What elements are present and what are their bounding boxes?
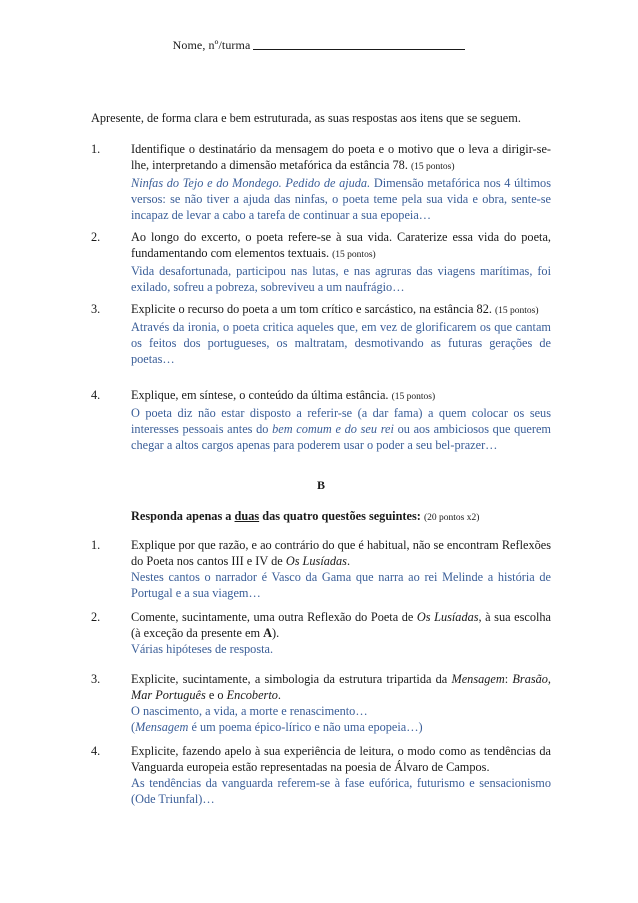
answer-text: Nestes cantos o narrador é Vasco da Gama que narra ao rei Melinde a história de Portugal e a sua viagem…: [131, 570, 551, 600]
question-text: Explicite, fazendo apelo à sua experiência de leitura, o modo como as tendências da Vanguarda europeia estão representadas na poesia de Álvaro de Campos.: [131, 744, 551, 774]
header-label: Nome, nº/turma: [172, 38, 251, 52]
question-a2: [91, 229, 551, 295]
question-a1: [91, 141, 551, 223]
answer-italic: bem comum e do seu rei: [272, 422, 394, 436]
question-italic-3: Encoberto: [226, 688, 278, 702]
question-italic: Os Lusíadas: [416, 610, 479, 624]
answer-text: Através da ironia, o poeta critica aqueles que, em vez de glorificarem os que cantam os feitos dos portugueses, os maltratam, desmotivando as futuras gerações de poetas…: [131, 320, 551, 366]
question-points: (15 pontos): [495, 306, 539, 316]
answer-text: O nascimento, a vida, a morte e renascimento…: [131, 704, 368, 718]
question-number: 1.: [91, 538, 101, 552]
answer-text: [131, 405, 551, 453]
answer-rest: Dimensão metafórica nos 4 últimos versos: se não tiver a ajuda das ninfas, o poeta teme pela sua vida e obra, sente-se incapaz de levar a cabo a tarefa de continuar a sua epopeia…: [131, 176, 551, 222]
answer-text: As tendências da vanguarda referem-se à fase eufórica, futurismo e sensacionismo (Ode Triunfal)…: [131, 776, 551, 806]
question-number: 1.: [91, 142, 101, 156]
question-bold: A: [263, 626, 272, 640]
question-post: .: [346, 554, 351, 568]
question-text: Explique, em síntese, o conteúdo da última estância.: [131, 388, 389, 402]
question-italic: Os Lusíadas: [285, 554, 347, 568]
question-italic: Mensagem: [451, 672, 505, 686]
answer-italic: Ninfas do Tejo e do Mondego. Pedido de ajuda.: [131, 176, 371, 190]
question-b3: [91, 671, 551, 735]
answer-pre: O poeta diz não estar disposto a referir-se (a dar fama) a quem colocar os seus interesses pessoais antes do: [131, 406, 551, 436]
question-text: Explicite o recurso do poeta a um tom crítico e sarcástico, na estância 82.: [131, 302, 492, 316]
question-a4: [91, 387, 551, 453]
answer-note-italic: Mensagem: [135, 720, 189, 734]
answer-text: [131, 175, 551, 223]
question-text: Identifique o destinatário da mensagem do poeta e o motivo que o leva a dirigir-se-lhe, interpretando a dimensão metafórica da estância 78.: [131, 142, 551, 172]
question-a3: [91, 301, 551, 367]
question-b4: [91, 743, 551, 807]
question-post: :: [504, 672, 513, 686]
question-text: Comente, sucintamente, uma outra Reflexão do Poeta de: [131, 610, 417, 624]
name-blank-line[interactable]: [253, 49, 465, 50]
question-number: 2.: [91, 230, 101, 244]
instruction-underlined: duas: [234, 509, 260, 523]
answer-note-pre: (: [131, 720, 136, 734]
instruction-points: (20 pontos x2): [423, 513, 480, 523]
question-end: .: [277, 688, 281, 702]
section-b-title: B: [316, 478, 325, 492]
question-number: 4.: [91, 744, 101, 758]
answer-text: Vida desafortunada, participou nas lutas, e nas agruras das viagens marítimas, foi exilado, sofreu a pobreza, sobreviveu a um naufrágio…: [131, 264, 551, 294]
question-end: ).: [272, 626, 280, 640]
question-mid: e o: [205, 688, 227, 702]
answer-text: Várias hipóteses de resposta.: [131, 642, 274, 656]
intro-instruction: Apresente, de forma clara e bem estruturada, as suas respostas aos itens que se seguem.: [91, 111, 521, 125]
question-italic-2: Brasão, Mar Português: [131, 672, 551, 702]
question-points: (15 pontos): [410, 162, 455, 172]
instruction-pre: Responda apenas a: [131, 509, 235, 523]
question-number: 3.: [91, 672, 101, 686]
answer-note-post: é um poema épico-lírico e não uma epopeia…): [188, 720, 423, 734]
question-text: Explicite, sucintamente, a simbologia da estrutura tripartida da: [131, 672, 452, 686]
name-class-header: [0, 38, 638, 53]
question-number: 4.: [91, 388, 101, 402]
question-number: 3.: [91, 302, 101, 316]
answer-post: ou aos ambiciosos que querem chegar a altos cargos apenas para poderem usar o poder a seu bel-prazer…: [131, 422, 551, 452]
question-text: Ao longo do excerto, o poeta refere-se à sua vida. Caraterize essa vida do poeta, fundamentando com elementos textuais.: [131, 230, 551, 260]
question-points: (15 pontos): [391, 392, 436, 402]
question-post: , à sua escolha (à exceção da presente em: [131, 610, 551, 640]
question-number: 2.: [91, 610, 101, 624]
question-b1: [91, 537, 551, 601]
question-text: Explique por que razão, e ao contrário do que é habitual, não se encontram Reflexões do Poeta nos cantos III e IV de: [131, 538, 551, 568]
question-b2: [91, 609, 551, 657]
answer-note: [131, 719, 551, 735]
instruction-post: das quatro questões seguintes:: [259, 509, 421, 523]
section-b-instruction: [131, 509, 551, 524]
question-points: (15 pontos): [332, 250, 376, 260]
